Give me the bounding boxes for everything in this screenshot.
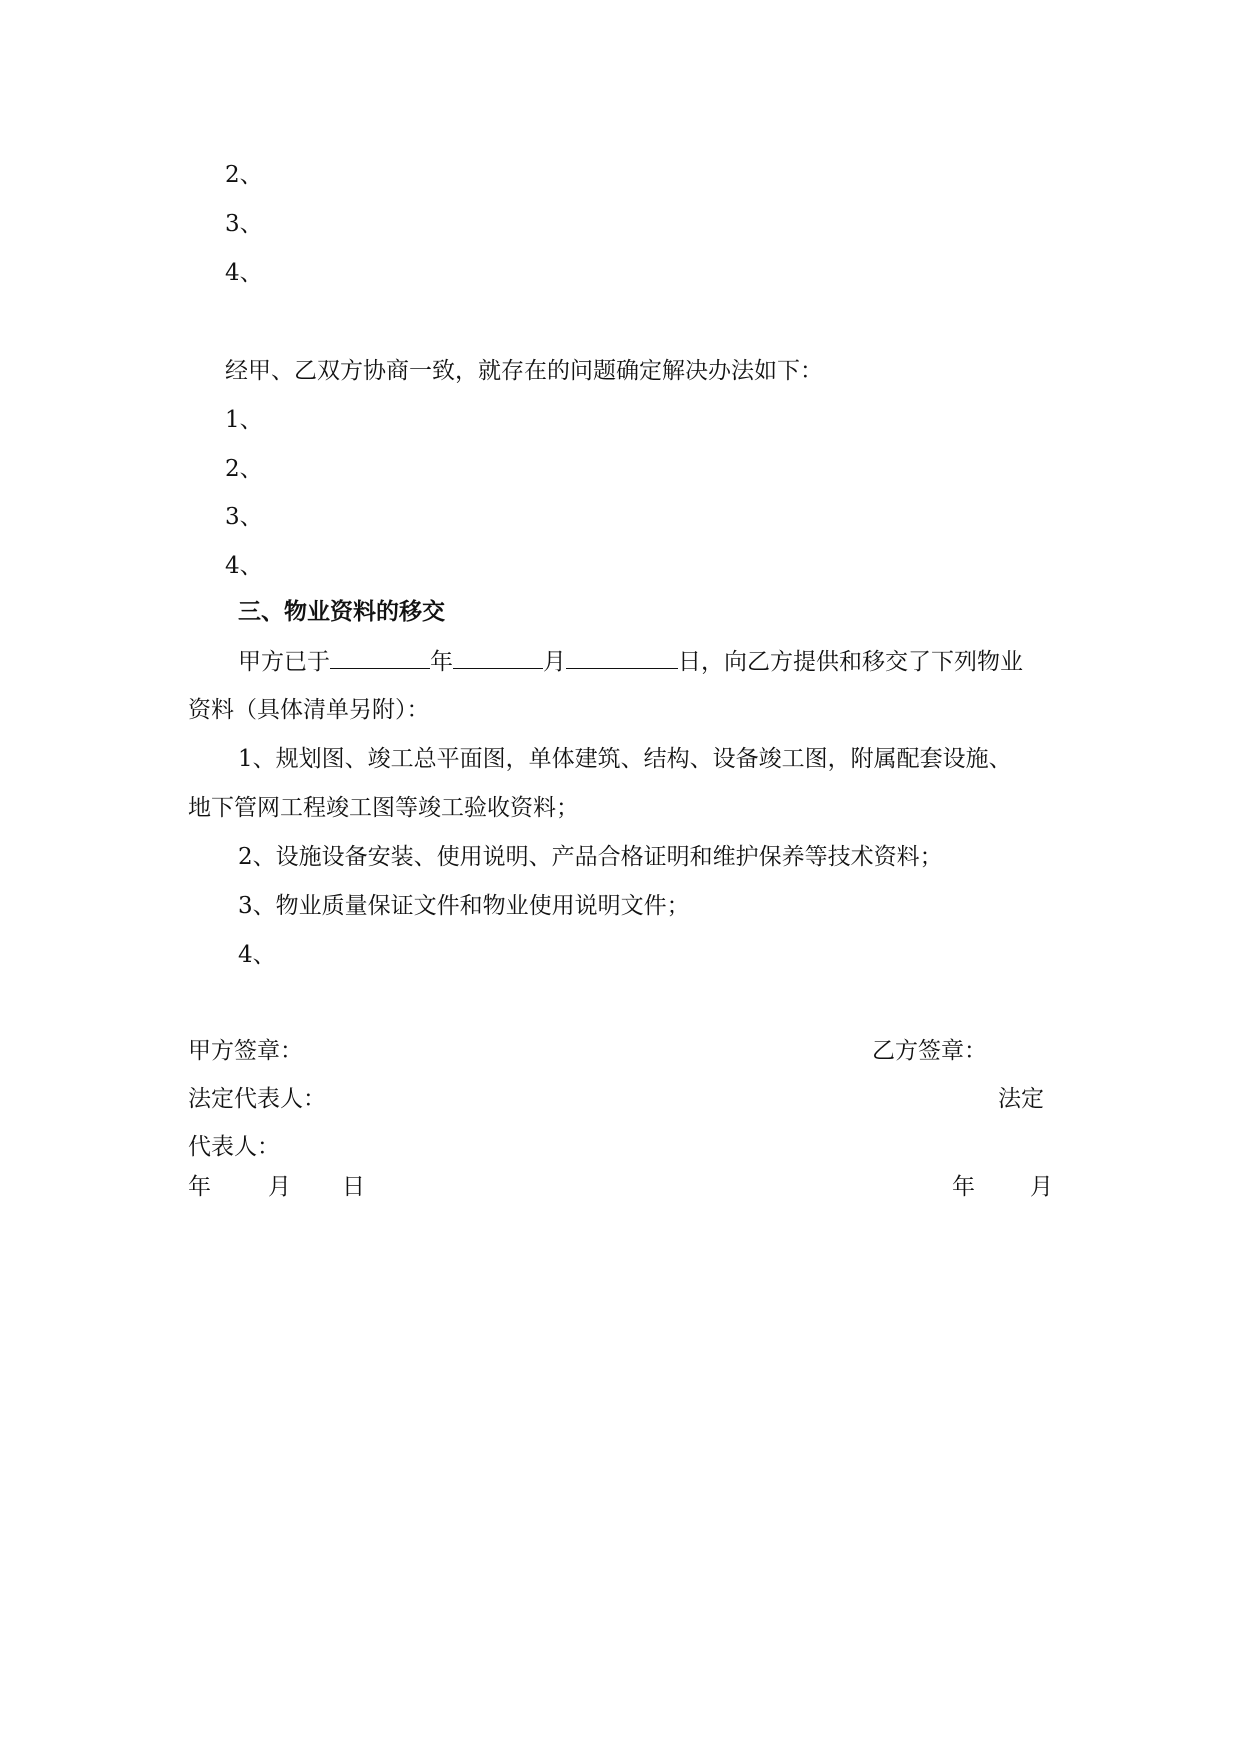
handover-line-2: 资料（具体清单另附）：	[188, 697, 430, 723]
party-b-seal-label: 乙方签章：	[872, 1038, 987, 1064]
party-b-date-month: 月	[1030, 1174, 1053, 1200]
year-blank	[330, 646, 430, 669]
party-a-date-day: 日	[342, 1174, 365, 1200]
section-3-title: 三、物业资料的移交	[238, 598, 445, 625]
handover-suffix: ，向乙方提供和移交了下列物业	[701, 649, 1023, 675]
materials-item-4: 4、	[238, 942, 276, 968]
day-blank	[566, 646, 678, 669]
party-b-date-year: 年	[952, 1174, 975, 1200]
materials-item-3: 3、物业质量保证文件和物业使用说明文件；	[238, 893, 690, 919]
resolution-item-2: 2、	[225, 456, 263, 482]
issue-item-3: 3、	[225, 211, 263, 237]
year-label: 年	[430, 649, 453, 675]
party-a-date-month: 月	[268, 1174, 291, 1200]
party-a-seal-label: 甲方签章：	[188, 1038, 303, 1064]
resolution-intro: 经甲、乙双方协商一致，就存在的问题确定解决办法如下：	[225, 358, 823, 384]
handover-sentence	[238, 646, 1023, 677]
issue-item-2: 2、	[225, 162, 263, 188]
resolution-item-4: 4、	[225, 553, 263, 579]
party-a-date-year: 年	[188, 1174, 211, 1200]
party-b-rep-label-part-1: 法定	[998, 1086, 1044, 1112]
resolution-item-3: 3、	[225, 504, 263, 530]
handover-prefix: 甲方已于	[238, 649, 330, 675]
materials-item-1-line-2: 地下管网工程竣工图等竣工验收资料；	[188, 795, 579, 821]
resolution-item-1: 1、	[225, 407, 263, 433]
month-label: 月	[543, 649, 566, 675]
party-b-rep-label-part-2: 代表人：	[188, 1134, 280, 1160]
party-a-rep-label: 法定代表人：	[188, 1086, 326, 1112]
materials-item-1-line-1: 1、规划图、竣工总平面图，单体建筑、结构、设备竣工图，附属配套设施、	[238, 746, 1012, 772]
day-label: 日	[678, 649, 701, 675]
materials-item-2: 2、设施设备安装、使用说明、产品合格证明和维护保养等技术资料；	[238, 844, 943, 870]
month-blank	[453, 646, 543, 669]
issue-item-4: 4、	[225, 260, 263, 286]
